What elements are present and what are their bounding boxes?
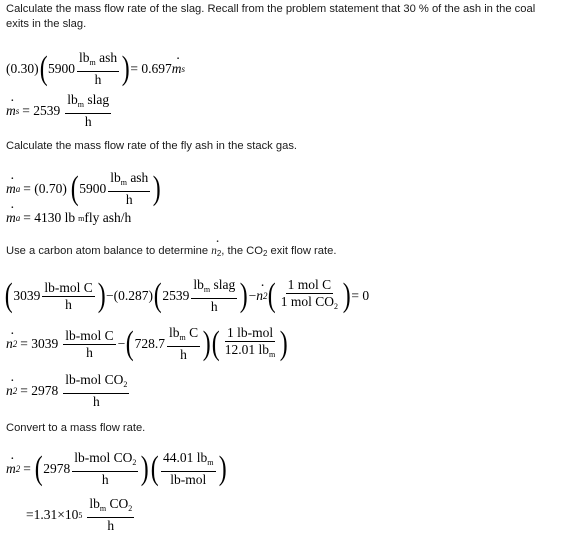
eq4-tail: fly ash/h [84,210,132,225]
eq6-fraction-3: $\frac{\text{1 lb-mol}}{12.01 lb_m}$ [224,325,276,359]
n-dot-symbol: · n [6,383,13,399]
equation-n2-result: · n 2 = 2978 $\frac{lb-mol CO_2}{h}$ [6,372,131,410]
eq1-close-paren: ) [121,50,130,87]
eq6-minus: − [117,336,126,351]
eq6-v2: 728.7 [134,336,165,351]
eq5-fraction-2: $\frac{lb_m slag}{h}$ [193,277,236,314]
eq8-open-paren-1: ( [34,450,43,487]
eq1-value: 5900 [47,61,75,76]
eq5-open-paren-2: ( [153,277,162,314]
eq3-close-paren: ) [153,170,161,207]
equation-carbon-balance: ( 3039 $\frac{\text{lb-mol C}}{h}$ ) −(0.287) ( 2539 $\frac{lb_m slag}{h}$ ) − · n 2 ( $\frac{\text{1 mol C}}{1 mol CO_2}$ ) = 0 [4,277,369,315]
instruction-slag [6,2,535,32]
eq5-close-paren-3: ) [342,277,351,314]
equation-slag-result: · m s = 2539 $\frac{lb_m slag}{h}$ [6,92,113,130]
eq8-lhs: = [23,461,31,476]
eq5-open-paren-1: ( [4,277,13,314]
eq1-factor: (0.30) [6,61,39,76]
eq5-close-paren-2: ) [239,277,248,314]
instruction-slag-line1: Calculate the mass flow rate of the slag. Recall from the problem statement that 30 % of the ash in the coal [6,3,536,15]
m-dot-symbol: · m [172,61,182,77]
n-dot-symbol: · n [6,336,13,352]
eq5-v1: 3039 [13,288,41,303]
eq6-close-paren-2: ) [279,325,288,362]
eq4-rhs: = 4130 lb [23,210,76,225]
eq3-open-paren: ( [70,170,79,207]
equation-co2-mass: · m 2 = ( 2978 $\frac{lb-mol CO_2}{h}$ ) ( $\frac{44.01 lb_m}{\text{lb-mol}}$ ) [6,450,227,488]
n-dot-symbol: · n [211,244,217,259]
eq8-fraction-1: $\frac{lb-mol CO_2}{h}$ [74,450,137,487]
eq9-lhs: =1.31×10 [26,507,79,522]
eq3-rhs: = (0.70) [23,181,67,196]
eq2-lhs: = 2539 [22,103,61,118]
eq6-lhs: = 3039 [20,336,59,351]
instruction-carbon-balance: Use a carbon atom balance to determine · $n_2$, the $CO_2$ exit flow rate. [6,244,336,261]
m-dot-symbol: · m [6,103,16,119]
eq6-close-paren-1: ) [202,325,211,362]
m-dot-symbol: · m [6,210,16,226]
equation-fly-ash: · m a = (0.70) ( 5900 $\frac{lb_m ash}{h}$ ) [6,170,162,208]
eq3-fraction: $\frac{lb_m ash}{h}$ [110,170,149,207]
eq5-close-paren-1: ) [97,277,106,314]
eq7-fraction: $\frac{lb-mol CO_2}{h}$ [65,372,128,409]
eq6-fraction-2: $\frac{lb_m C}{h}$ [168,325,199,362]
equation-fly-ash-result: · m a = 4130 lb m fly ash/h [6,210,131,226]
instruction-fly-ash: Calculate the mass flow rate of the fly ash in the stack gas. [6,140,298,152]
eq6-fraction-1: $\frac{\text{lb-mol C}}{h}$ [65,327,114,360]
eq7-lhs: = 2978 [20,383,59,398]
eq9-exponent: 5 [78,510,83,520]
eq1-rhs: = 0.697 [130,61,172,76]
eq5-mid: −(0.287) [106,288,154,303]
eq5-fraction-1: $\frac{\text{lb-mol C}}{h}$ [44,279,93,312]
eq8-close-paren-1: ) [141,450,149,487]
eq5-open-paren-3: ( [268,277,277,314]
eq9-fraction: $\frac{lb_m CO_2}{h}$ [89,496,133,533]
m-dot-symbol: · m [6,461,16,477]
eq1-fraction: $\frac{lb_m ash}{h}$ [78,50,118,87]
eq8-close-paren-2: ) [218,450,227,487]
eq5-minus: − [248,288,257,303]
instruction-slag-line2: exits in the slag. [6,18,87,30]
m-dot-symbol: · m [6,181,16,197]
instruction-mass-rate: Convert to a mass flow rate. [6,422,146,434]
n-dot-symbol: · n [256,288,263,304]
eq5-rhs: = 0 [351,288,370,303]
eq8-fraction-2: $\frac{44.01 lb_m}{\text{lb-mol}}$ [163,450,214,487]
eq6-open-paren-2: ( [212,325,221,362]
eq5-v2: 2539 [162,288,190,303]
equation-slag-mass: (0.30) ( 5900 $\frac{lb_m ash}{h}$ ) = 0.697 · m s [6,50,185,88]
eq8-open-paren-2: ( [150,450,159,487]
eq1-open-paren: ( [39,50,48,87]
eq8-value: 2978 [43,461,71,476]
eq5-fraction-3: $\frac{\text{1 mol C}}{1 mol CO_2}$ [280,277,339,311]
equation-co2-result [26,496,136,534]
equation-n2-calc: · n 2 = 3039 $\frac{\text{lb-mol C}}{h}$ − ( 728.7 $\frac{lb_m C}{h}$ ) ( $\frac{\text{1 lb-mol}}{12.01 lb_m}$ ) [6,325,289,363]
eq2-fraction: $\frac{lb_m slag}{h}$ [67,92,110,129]
eq3-value: 5900 [79,181,107,196]
eq6-open-paren-1: ( [125,325,134,362]
